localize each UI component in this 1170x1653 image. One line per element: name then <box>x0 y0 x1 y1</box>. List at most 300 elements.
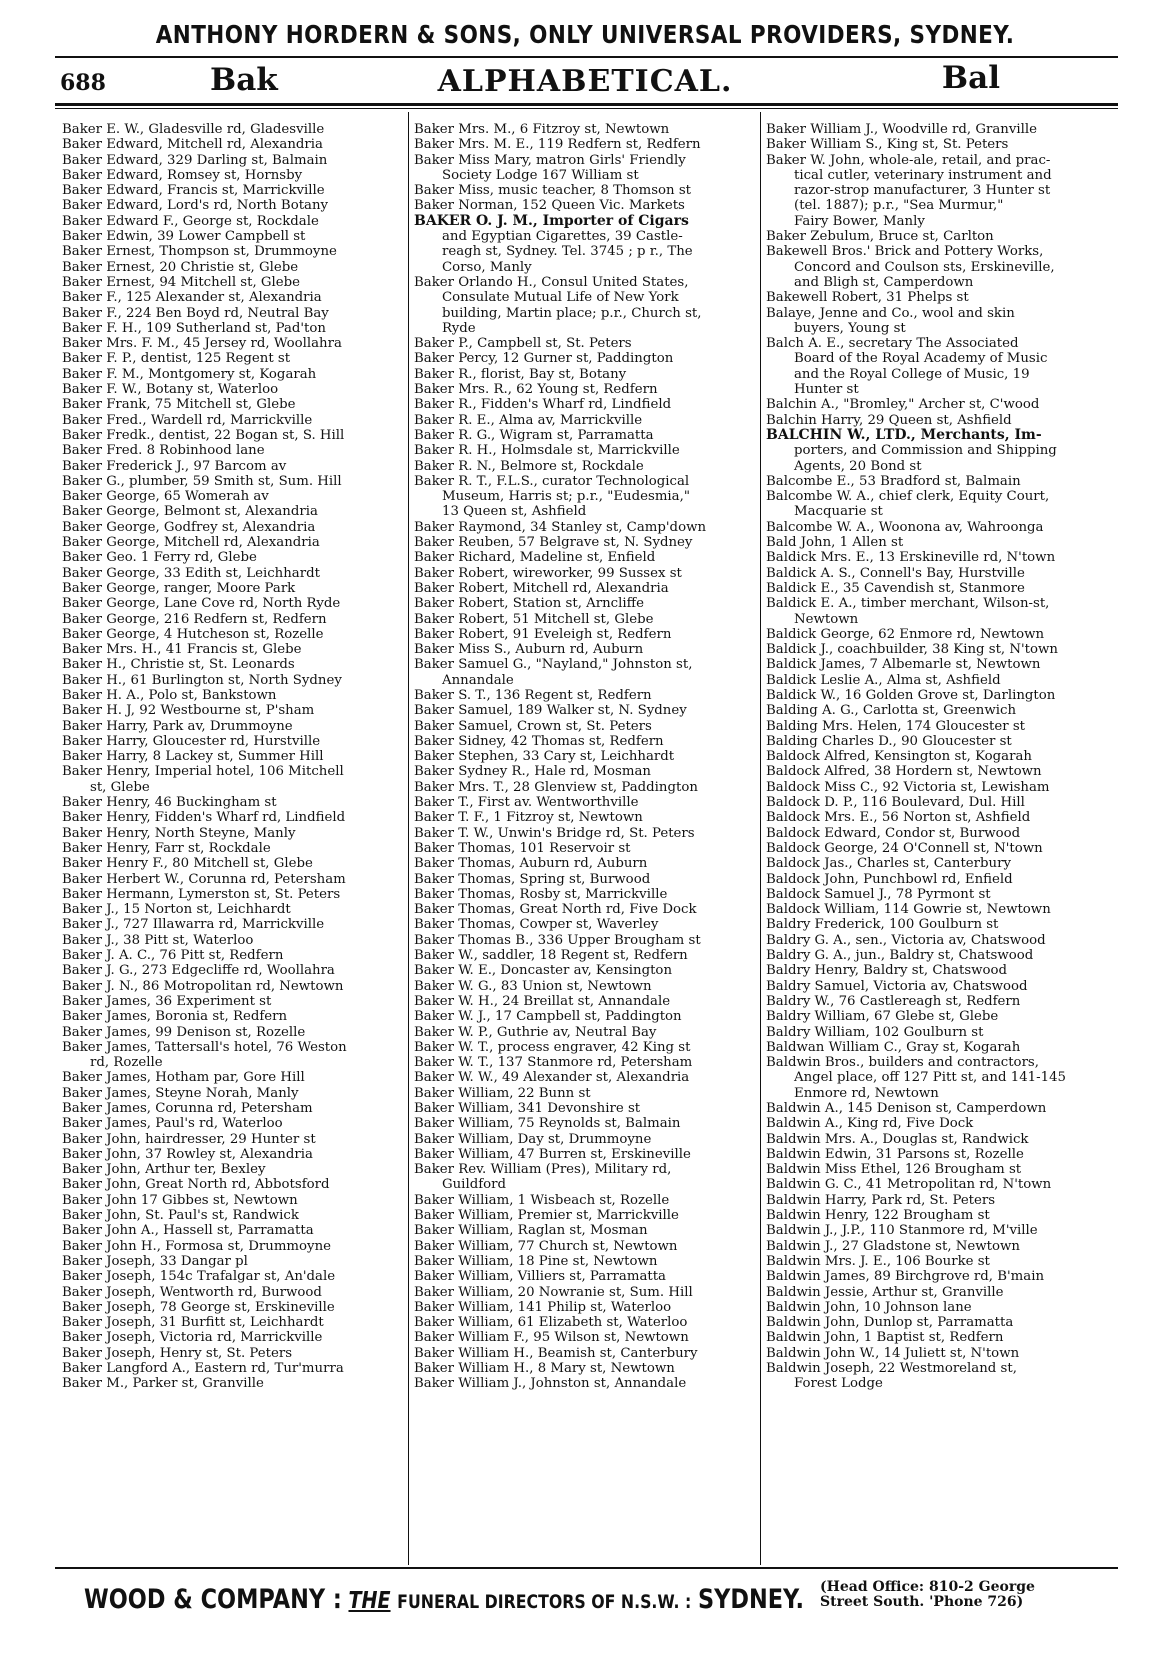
directory-entry <box>414 902 758 917</box>
advertising-banner: ANTHONY HORDERN & SONS, ONLY UNIVERSAL PROVIDERS, SYDNEY. <box>155 20 1015 49</box>
directory-entry <box>62 443 407 458</box>
entry-continuation: porters, and Commission and Shipping <box>794 443 1057 459</box>
footer-the: THE <box>348 1588 391 1614</box>
entry-line: Baker J. G., 273 Edgecliffe rd, Woollahra <box>62 963 335 979</box>
entry-continuation: buyers, Young st <box>794 320 906 336</box>
directory-column-3 <box>766 122 1112 1392</box>
entry-continuation: Board of the Royal Academy of Music <box>794 351 1048 367</box>
directory-entry <box>414 1086 758 1101</box>
entry-line: Baldock Jas., Charles st, Canterbury <box>766 856 1011 872</box>
entry-line: Baker Mrs. T., 28 Glenview st, Paddington <box>414 779 698 795</box>
entry-line: Baker Edward, Francis st, Marrickville <box>62 183 325 199</box>
entry-line: Baker Joseph, 78 George st, Erskineville <box>62 1299 335 1315</box>
entry-line: Baldwin J., J.P., 110 Stanmore rd, M'ville <box>766 1223 1038 1239</box>
entry-line: Baldwin Bros., builders and contractors, <box>766 1055 1039 1071</box>
entry-line: Baker Reuben, 57 Belgrave st, N. Sydney <box>414 535 693 551</box>
directory-entry <box>62 581 407 596</box>
entry-line: Baldry William, 102 Goulburn st <box>766 1024 984 1040</box>
directory-entry <box>766 306 1112 337</box>
directory-entry <box>62 1086 407 1101</box>
directory-entry <box>62 260 407 275</box>
entry-line: Balch A. E., secretary The Associated <box>766 336 1019 352</box>
entry-line: Baldick Mrs. E., 13 Erskineville rd, N'town <box>766 550 1056 566</box>
entry-line: Baldry Frederick, 100 Goulburn st <box>766 917 999 933</box>
directory-entry <box>766 703 1112 718</box>
entry-line: Baker Joseph, Henry st, St. Peters <box>62 1345 293 1361</box>
entry-line: Baker George, ranger, Moore Park <box>62 580 296 596</box>
entry-line: Baker Miss, music teacher, 8 Thomson st <box>414 183 691 199</box>
directory-entry <box>414 1254 758 1269</box>
entry-line: Baker John, 37 Rowley st, Alexandria <box>62 1146 313 1162</box>
entry-continuation: reagh st, Sydney. Tel. 3745 ; p r., The <box>442 244 693 260</box>
entry-line: Baker Harry, 8 Lackey st, Summer Hill <box>62 749 324 765</box>
entry-line: Baker William, 1 Wisbeach st, Rozelle <box>414 1192 670 1208</box>
entry-line: Baker J., 727 Illawarra rd, Marrickville <box>62 917 325 933</box>
entry-line: Baker T., First av. Wentworthville <box>414 795 639 811</box>
entry-line: Baldock Alfred, 38 Hordern st, Newtown <box>766 764 1042 780</box>
entry-line: Baldwin Mrs. J. E., 106 Bourke st <box>766 1253 990 1269</box>
directory-entry <box>766 1285 1112 1300</box>
entry-line: Baker Edward, Mitchell rd, Alexandria <box>62 137 323 153</box>
directory-entry <box>414 795 758 810</box>
directory-entry <box>414 1269 758 1284</box>
directory-entry <box>766 1025 1112 1040</box>
entry-line: Baker W. G., 83 Union st, Newtown <box>414 978 652 994</box>
directory-entry <box>414 1193 758 1208</box>
entry-line: Baker Thomas B., 336 Upper Brougham st <box>414 932 701 948</box>
directory-entry <box>62 1116 407 1131</box>
directory-entry <box>766 596 1112 627</box>
entry-continuation: Fairy Bower, Manly <box>794 213 925 229</box>
footer-office-line-1: (Head Office: 810-2 George <box>820 1579 1035 1595</box>
directory-entry <box>414 1346 758 1361</box>
entry-line: Balding Charles D., 90 Gloucester st <box>766 733 1012 749</box>
entry-line: Baker Richard, Madeline st, Enfield <box>414 550 656 566</box>
footer-city: SYDNEY. <box>697 1584 805 1615</box>
footer-tagline: FUNERAL DIRECTORS OF N.S.W. : <box>397 1591 692 1613</box>
directory-entry <box>414 1285 758 1300</box>
entry-line: Baker Fredk., dentist, 22 Bogan st, S. Hill <box>62 427 345 443</box>
entry-continuation: (tel. 1887); p.r., "Sea Murmur," <box>794 198 1004 214</box>
directory-entry <box>414 734 758 749</box>
directory-entry <box>62 321 407 336</box>
directory-entry <box>62 397 407 412</box>
directory-entry <box>62 1101 407 1116</box>
directory-entry <box>62 550 407 565</box>
directory-entry <box>766 887 1112 902</box>
entry-line: Baker Robert, Mitchell rd, Alexandria <box>414 580 669 596</box>
entry-line: Baker Henry, Imperial hotel, 106 Mitchell <box>62 764 344 780</box>
entry-line: Balcombe W. A., chief clerk, Equity Court, <box>766 489 1050 505</box>
directory-entry <box>766 122 1112 137</box>
entry-line: Baker James, 36 Experiment st <box>62 993 272 1009</box>
guide-word-left: Bak <box>210 62 278 98</box>
entry-line: Baldwin Joseph, 22 Westmoreland st, <box>766 1361 1017 1377</box>
entry-line: Balcombe E., 53 Bradford st, Balmain <box>766 473 1021 489</box>
entry-line: Baker Miss S., Auburn rd, Auburn <box>414 642 644 658</box>
entry-line: Baldwin John W., 14 Juliett st, N'town <box>766 1345 1020 1361</box>
directory-entry <box>62 627 407 642</box>
entry-line: Baker Fred., Wardell rd, Marrickville <box>62 412 313 428</box>
directory-entry <box>414 428 758 443</box>
directory-entry <box>414 1132 758 1147</box>
entry-line: Balaye, Jenne and Co., wool and skin <box>766 305 1015 321</box>
directory-entry <box>62 504 407 519</box>
entry-line: Baker Fred. 8 Robinhood lane <box>62 443 265 459</box>
entry-continuation: Consulate Mutual Life of New York <box>442 290 679 306</box>
entry-line: Balchin A., "Bromley," Archer st, C'wood <box>766 397 1040 413</box>
directory-entry <box>766 841 1112 856</box>
directory-entry <box>62 1285 407 1300</box>
directory-entry <box>766 734 1112 749</box>
entry-line: Baker Thomas, Great North rd, Five Dock <box>414 902 697 918</box>
entry-line: Baker Robert, wireworker, 99 Sussex st <box>414 565 682 581</box>
entry-continuation: razor-strop manufacturer, 3 Hunter st <box>794 183 1051 199</box>
entry-line: Baker W. H., 24 Breillat st, Annandale <box>414 993 671 1009</box>
entry-line: Baker F. W., Botany st, Waterloo <box>62 382 279 398</box>
column-divider-1 <box>408 112 409 1565</box>
directory-entry <box>414 1223 758 1238</box>
directory-entry <box>414 1300 758 1315</box>
entry-line: Baker William, 75 Reynolds st, Balmain <box>414 1116 681 1132</box>
directory-entry <box>766 642 1112 657</box>
entry-line: Baker H. A., Polo st, Bankstown <box>62 687 277 703</box>
directory-entry <box>766 963 1112 978</box>
entry-line: Baker R. E., Alma av, Marrickville <box>414 412 643 428</box>
entry-continuation: Forest Lodge <box>794 1376 883 1392</box>
directory-column-1 <box>62 122 407 1392</box>
directory-entry <box>62 856 407 871</box>
entry-line: Baker Mrs. H., 41 Francis st, Glebe <box>62 642 302 658</box>
directory-entry <box>62 596 407 611</box>
entry-line: Baker R., Fidden's Wharf rd, Lindfield <box>414 397 672 413</box>
entry-line: Baker James, Steyne Norah, Manly <box>62 1085 299 1101</box>
entry-line: Baldry G. A., jun., Baldry st, Chatswood <box>766 948 1034 964</box>
entry-line: Baldwin A., King rd, Five Dock <box>766 1116 974 1132</box>
directory-entry <box>414 810 758 825</box>
directory-entry <box>62 902 407 917</box>
entry-line: Baker Joseph, 31 Burfitt st, Leichhardt <box>62 1315 324 1331</box>
entry-line: Baker James, Paul's rd, Waterloo <box>62 1116 283 1132</box>
directory-entry <box>414 688 758 703</box>
directory-entry <box>62 688 407 703</box>
directory-entry <box>766 550 1112 565</box>
directory-entry <box>62 535 407 550</box>
entry-line: Baker R. H., Holmsdale st, Marrickville <box>414 443 680 459</box>
directory-entry <box>414 1101 758 1116</box>
directory-entry <box>766 1132 1112 1147</box>
entry-line: Balding Mrs. Helen, 174 Gloucester st <box>766 718 1026 734</box>
entry-line: Baker J. N., 86 Motropolitan rd, Newtown <box>62 978 344 994</box>
directory-entry <box>62 382 407 397</box>
entry-line: Baker Samuel G., "Nayland," Johnston st, <box>414 657 693 673</box>
entry-line: Baker James, Tattersall's hotel, 76 Weston <box>62 1039 347 1055</box>
entry-line: Baker T. F., 1 Fitzroy st, Newtown <box>414 810 643 826</box>
entry-line: Baker George, Mitchell rd, Alexandria <box>62 535 320 551</box>
directory-entry <box>414 1361 758 1376</box>
directory-entry <box>766 581 1112 596</box>
footer-office-line-2: Street South. 'Phone 726) <box>820 1594 1024 1610</box>
directory-entry <box>62 1070 407 1085</box>
entry-line: Baldick E. A., timber merchant, Wilson-st, <box>766 596 1050 612</box>
entry-line: Baker Harry, Gloucester rd, Hurstville <box>62 733 321 749</box>
directory-entry <box>414 413 758 428</box>
directory-entry <box>766 933 1112 948</box>
entry-line: Baker J., 15 Norton st, Leichhardt <box>62 902 291 918</box>
directory-entry <box>766 856 1112 871</box>
entry-line: Baldick E., 35 Cavendish st, Stanmore <box>766 580 1025 596</box>
entry-continuation: Newtown <box>794 611 859 627</box>
directory-entry <box>414 1147 758 1162</box>
entry-line: Baldwan William C., Gray st, Kogarah <box>766 1039 1021 1055</box>
footer-advertisement <box>84 1580 1084 1626</box>
directory-entry <box>414 336 758 351</box>
entry-line: Baker W. P., Guthrie av, Neutral Bay <box>414 1024 657 1040</box>
entry-line: Baker William, Raglan st, Mosman <box>414 1223 648 1239</box>
directory-entry <box>766 1269 1112 1284</box>
directory-entry <box>766 1162 1112 1177</box>
entry-line: Baker John, hairdresser, 29 Hunter st <box>62 1131 316 1147</box>
entry-line: Baker Mrs. M. E., 119 Redfern st, Redfern <box>414 137 701 153</box>
directory-entry <box>414 535 758 550</box>
entry-line: Baker Ernest, 20 Christie st, Glebe <box>62 259 299 275</box>
header-rule-thin <box>55 108 1118 109</box>
entry-line: Baldwin James, 89 Birchgrove rd, B'main <box>766 1269 1045 1285</box>
entry-line: Baker Thomas, Auburn rd, Auburn <box>414 856 648 872</box>
directory-entry <box>766 795 1112 810</box>
directory-entry <box>414 214 758 275</box>
entry-line: Baldwin Harry, Park rd, St. Peters <box>766 1192 996 1208</box>
directory-entry <box>766 1009 1112 1024</box>
directory-entry <box>766 244 1112 290</box>
entry-line: Baldock William, 114 Gowrie st, Newtown <box>766 902 1051 918</box>
directory-entry <box>62 1239 407 1254</box>
directory-entry <box>62 810 407 825</box>
entry-line: Baker Robert, 51 Mitchell st, Glebe <box>414 611 654 627</box>
directory-entry <box>766 917 1112 932</box>
directory-entry <box>62 428 407 443</box>
entry-line: Baker R. T., F.L.S., curator Technological <box>414 473 690 489</box>
entry-line: Baker Mrs. M., 6 Fitzroy st, Newtown <box>414 122 670 137</box>
directory-entry <box>766 520 1112 535</box>
entry-line: Baker Henry F., 80 Mitchell st, Glebe <box>62 856 313 872</box>
directory-entry <box>414 1376 758 1391</box>
entry-continuation: Hunter st <box>794 382 859 398</box>
directory-entry <box>414 397 758 412</box>
directory-entry <box>62 244 407 259</box>
directory-entry <box>766 290 1112 305</box>
entry-line: Baker William, 22 Bunn st <box>414 1085 591 1101</box>
directory-entry <box>766 673 1112 688</box>
entry-line: Baker Edwin, 39 Lower Campbell st <box>62 229 306 245</box>
entry-line: Baker Mrs. F. M., 45 Jersey rd, Woollahra <box>62 336 342 352</box>
entry-line: Baker Ernest, 94 Mitchell st, Glebe <box>62 274 301 290</box>
entry-line: Baker William J., Johnston st, Annandale <box>414 1376 687 1392</box>
entry-line: Baldock D. P., 116 Boulevard, Dul. Hill <box>766 795 1025 811</box>
entry-continuation: Macquarie st <box>794 504 883 520</box>
entry-line: Baker James, 99 Denison st, Rozelle <box>62 1024 306 1040</box>
directory-entry <box>766 1254 1112 1269</box>
directory-entry <box>414 443 758 458</box>
entry-line: BAKER O. J. M., Importer of Cigars <box>414 213 689 229</box>
entry-line: Baker William F., 95 Wilson st, Newtown <box>414 1330 689 1346</box>
directory-entry <box>62 351 407 366</box>
footer-rule <box>55 1567 1118 1569</box>
directory-entry <box>766 1361 1112 1392</box>
entry-line: Baker Joseph, Victoria rd, Marrickville <box>62 1330 323 1346</box>
directory-entry <box>62 566 407 581</box>
directory-entry <box>414 1315 758 1330</box>
directory-entry <box>414 198 758 213</box>
entry-line: Baldick W., 16 Golden Grove st, Darlington <box>766 687 1056 703</box>
entry-line: Baldock Miss C., 92 Victoria st, Lewisham <box>766 779 1050 795</box>
directory-entry <box>414 979 758 994</box>
directory-entry <box>62 612 407 627</box>
directory-entry <box>766 826 1112 841</box>
entry-line: Baker R. G., Wigram st, Parramatta <box>414 427 654 443</box>
directory-entry <box>414 1009 758 1024</box>
entry-continuation: Corso, Manly <box>442 259 532 275</box>
entry-line: Baldick A. S., Connell's Bay, Hurstville <box>766 565 1025 581</box>
directory-entry <box>62 764 407 795</box>
entry-line: Baker M., Parker st, Granville <box>62 1376 264 1392</box>
entry-line: Baldwin Jessie, Arthur st, Granville <box>766 1284 1004 1300</box>
directory-entry <box>414 351 758 366</box>
entry-line: Baker Henry, North Steyne, Manly <box>62 825 296 841</box>
entry-line: Baker J., 38 Pitt st, Waterloo <box>62 932 254 948</box>
directory-entry <box>414 122 758 137</box>
entry-line: Baker John A., Hassell st, Parramatta <box>62 1223 314 1239</box>
directory-entry <box>414 764 758 779</box>
entry-line: Baker William J., Woodville rd, Granville <box>766 122 1037 137</box>
entry-line: Baker Joseph, 154c Trafalgar st, An'dale <box>62 1269 336 1285</box>
directory-entry <box>62 153 407 168</box>
entry-continuation: Agents, 20 Bond st <box>794 458 922 474</box>
directory-entry <box>766 229 1112 244</box>
entry-line: Baker Robert, 91 Eveleigh st, Redfern <box>414 626 672 642</box>
directory-entry <box>414 994 758 1009</box>
directory-entry <box>414 657 758 688</box>
entry-line: Baker Hermann, Lymerston st, St. Peters <box>62 886 341 902</box>
entry-line: Baker R., florist, Bay st, Botany <box>414 366 627 382</box>
directory-entry <box>766 627 1112 642</box>
entry-line: Baker George, 65 Womerah av <box>62 489 269 505</box>
directory-entry <box>414 1162 758 1193</box>
header-rule-thick <box>55 103 1118 106</box>
directory-entry <box>766 719 1112 734</box>
entry-line: Baker Percy, 12 Gurner st, Paddington <box>414 351 674 367</box>
entry-continuation: Annandale <box>442 672 514 688</box>
directory-entry <box>414 703 758 718</box>
entry-line: Baker James, Corunna rd, Petersham <box>62 1101 313 1116</box>
entry-line: Baker H. J, 92 Westbourne st, P'sham <box>62 703 315 719</box>
directory-entry <box>62 137 407 152</box>
directory-entry <box>414 596 758 611</box>
entry-line: Baker John 17 Gibbes st, Newtown <box>62 1192 298 1208</box>
directory-entry <box>62 1254 407 1269</box>
entry-line: Baldry Samuel, Victoria av, Chatswood <box>766 978 1028 994</box>
directory-entry <box>414 856 758 871</box>
directory-entry <box>62 963 407 978</box>
entry-line: Baldwin John, 1 Baptist st, Redfern <box>766 1330 1004 1346</box>
directory-entry <box>414 841 758 856</box>
entry-continuation: Ryde <box>442 320 476 336</box>
entry-continuation: rd, Rozelle <box>90 1055 163 1071</box>
entry-line: Baker William H., Beamish st, Canterbury <box>414 1345 698 1361</box>
directory-entry <box>62 673 407 688</box>
directory-entry <box>62 642 407 657</box>
entry-line: Baker Sydney R., Hale rd, Mosman <box>414 764 651 780</box>
directory-entry <box>62 734 407 749</box>
directory-entry <box>766 1147 1112 1162</box>
guide-word-right: Bal <box>941 60 1000 96</box>
banner-rule <box>55 56 1118 58</box>
directory-entry <box>766 336 1112 397</box>
directory-entry <box>62 1315 407 1330</box>
directory-entry <box>62 933 407 948</box>
entry-line: Baldock John, Punchbowl rd, Enfield <box>766 871 1013 887</box>
entry-continuation: and the Royal College of Music, 19 <box>794 366 1030 382</box>
directory-entry <box>62 1162 407 1177</box>
directory-entry <box>62 336 407 351</box>
directory-entry <box>62 887 407 902</box>
directory-entry <box>62 1300 407 1315</box>
directory-column-2 <box>414 122 758 1392</box>
directory-entry <box>62 749 407 764</box>
entry-line: Baker Joseph, Wentworth rd, Burwood <box>62 1284 322 1300</box>
directory-entry <box>62 1009 407 1024</box>
directory-entry <box>414 933 758 948</box>
directory-entry <box>766 948 1112 963</box>
entry-line: Baker Henry, Fidden's Wharf rd, Lindfield <box>62 810 346 826</box>
directory-entry <box>414 872 758 887</box>
directory-entry <box>766 535 1112 550</box>
entry-line: Baldock Samuel J., 78 Pyrmont st <box>766 886 991 902</box>
directory-entry <box>766 1208 1112 1223</box>
entry-line: Baker W. E., Doncaster av, Kensington <box>414 963 673 979</box>
directory-entry <box>62 703 407 718</box>
directory-entry <box>766 1116 1112 1131</box>
entry-line: Baker H., 61 Burlington st, North Sydney <box>62 672 342 688</box>
directory-entry <box>414 367 758 382</box>
directory-entry <box>766 1315 1112 1330</box>
entry-line: Baker Rev. William (Pres), Military rd, <box>414 1162 672 1178</box>
directory-entry <box>766 657 1112 672</box>
directory-entry <box>62 1132 407 1147</box>
entry-line: Baker W. W., 49 Alexander st, Alexandria <box>414 1070 690 1086</box>
entry-line: Baker John, Great North rd, Abbotsford <box>62 1177 330 1193</box>
directory-entry <box>414 520 758 535</box>
directory-entry <box>414 550 758 565</box>
directory-entry <box>766 1193 1112 1208</box>
entry-line: Baker Frederick J., 97 Barcom av <box>62 458 287 474</box>
directory-entry <box>766 1177 1112 1192</box>
directory-entry <box>414 1239 758 1254</box>
entry-line: Baldock Edward, Condor st, Burwood <box>766 825 1021 841</box>
directory-entry <box>414 1208 758 1223</box>
directory-entry <box>766 428 1112 474</box>
directory-entry <box>414 780 758 795</box>
entry-line: Baker Robert, Station st, Arncliffe <box>414 596 644 612</box>
entry-line: Baldock Alfred, Kensington st, Kogarah <box>766 749 1032 765</box>
entry-line: Baker W. T., 137 Stanmore rd, Petersham <box>414 1055 693 1071</box>
directory-entry <box>766 1101 1112 1116</box>
entry-continuation: Society Lodge 167 William st <box>442 167 639 183</box>
directory-entry <box>62 474 407 489</box>
directory-entry <box>766 979 1112 994</box>
entry-line: Baker Samuel, 189 Walker st, N. Sydney <box>414 703 687 719</box>
directory-entry <box>62 994 407 1009</box>
